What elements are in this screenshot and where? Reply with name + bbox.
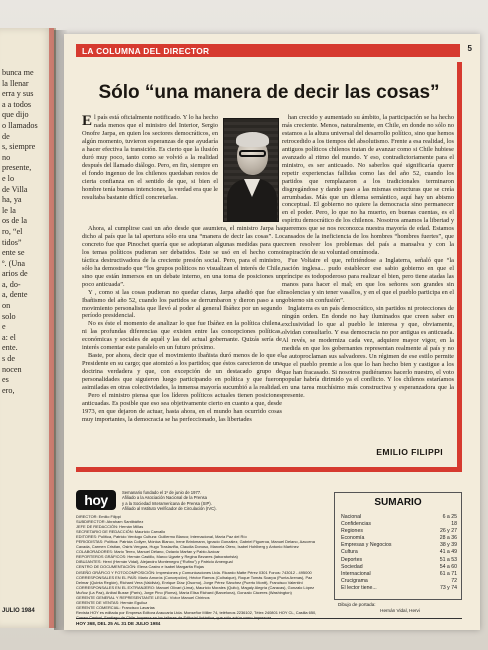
credit-line: GERENTE COMERCIAL: Francisco Lavarias bbox=[76, 604, 155, 610]
sumario-section: Nacional bbox=[341, 514, 362, 520]
sumario-row bbox=[341, 571, 457, 578]
credit-line: DIBUJANTES: Hervi (Hernán Vidal), Alejandro Montenegro (“Rufino”) y Patricio Amengual bbox=[76, 559, 233, 565]
credit-line: DIRECTOR: Emilio Filippi bbox=[76, 514, 121, 519]
sumario-section: Confidencias bbox=[341, 521, 371, 528]
sumario-pages: 72 bbox=[451, 577, 457, 584]
sumario-row bbox=[341, 549, 457, 556]
founding-line: Afiliado al Instituto Verificador de Circulación (IVC). bbox=[122, 505, 217, 511]
magazine-page bbox=[64, 34, 480, 630]
article-paragraph-text: Ahora, al cumplirse casi un año desde que asumiera, el ministro Jarpa ha dicho al país que la tal apertura sólo era una “manera de decir las cosas”. Lo concreto fue que Pinochet quería que se adoptaran algunas medidas para que los temas políticos pudieran ser debatidos. Este se usó en el hecho como táctica destructivadora de la creciente presión social. Pero, para el ministro, sólo ha demostrado que “los grupos políticos no visualizan el interés de Chile, sino que están inmersos en un debate interno, en una toma de posiciones un poco anticuada”. bbox=[82, 225, 282, 288]
article-paragraph-text: Inglaterra es un país democrático, sin partidos ni protecciones de ningún orden. En donde no hay iluminados que creen saber en exclusividad lo que al pueblo le interesa y que, obviamente, olvidan consultarlo. Y esa democracia no por antigua es anticuada. Al revés, se moderniza cada vez, adquiere mayor vigor, en la medida en que los gobernantes representan realmente al país y no se autoproclaman sus salvadores. Un régimen de ese estilo permite que el pueblo premie a los que lo han hecho bien y castigue a los que han fracasado. Si nosotros pudiéramos hacerlo nuestro, el voto popular habría dirimido ya el conflicto. Y los chilenos estaríamos en una tarea muchísimo más constructiva y esperanzadora que la presente. bbox=[282, 304, 454, 400]
sumario-pages: 6 a 25 bbox=[442, 514, 457, 520]
sumario-row bbox=[341, 585, 457, 592]
previous-page-line: presente, bbox=[2, 163, 32, 173]
previous-page-line: a a todos bbox=[2, 99, 32, 109]
sumario-pages: 54 a 60 bbox=[439, 563, 457, 570]
previous-page-line: de Villa bbox=[2, 184, 28, 194]
credit-line: SUBDIRECTOR: Abraham Santibáñez bbox=[76, 519, 144, 525]
founding-line: Semanario fundado el 1º de junio de 1977. bbox=[122, 490, 202, 495]
sumario-row bbox=[341, 535, 457, 542]
previous-page-footer: JULIO 1984 bbox=[2, 608, 35, 614]
founding-info bbox=[122, 490, 322, 511]
credit-line: GERENTE DE VENTAS: Hernán Eguiluz bbox=[76, 599, 148, 605]
previous-page-line: a, do- bbox=[2, 279, 21, 289]
article-paragraph-text: Pero el ministro piensa que los líderes políticos actuales tienen posiciones anticuadas. Es posible que eso sea objetivamente cierto en cuanto a que, desde 1973, en que dejaron de actuar, hasta ahora, en el mundo han ocurrido cosas muy importantes, la democracia se ha perfeccionado, las libertades bbox=[82, 392, 282, 423]
sumario-section: Internacional bbox=[341, 570, 371, 577]
credit-line: CORRESPONSALES EN EL EXTRANJERO: Manuel Olivari (Lima), Mauricio Morales (Quito), Magaly Alegría (Caracas), Gonzalo López Muñoz (La Paz), Anibal Busse (París), Jorge Pino (Roma), María Elisa Richard (Barcelona), Gonzalo Cáceres (Washington) bbox=[76, 584, 315, 595]
logo-text: hoy bbox=[84, 492, 108, 508]
article-paragraph-text: Y , como si las cosas pudieran no quedar claras, Jarpa añadió que fue el Ibañismo del año 52, cuando los partidos se derrumbaron y dieron paso a un movimiento personalista que llevó al poder al general Ibáñez por un segundo período presidencial. bbox=[82, 288, 282, 320]
sumario-section: El lector tiene... bbox=[341, 584, 377, 591]
founding-line: Afiliado a la Asociación Nacional de la Prensa bbox=[122, 495, 207, 501]
article-paragraph bbox=[82, 225, 282, 289]
portrait-hair bbox=[236, 132, 269, 147]
previous-page-text bbox=[0, 68, 54, 396]
sumario-section: Economía bbox=[341, 535, 365, 542]
section-header-bar bbox=[76, 44, 472, 57]
staff-credits bbox=[76, 514, 326, 620]
previous-page-line: nocen bbox=[2, 364, 22, 374]
sumario-section: Deportes bbox=[341, 556, 363, 563]
article-paragraph bbox=[82, 392, 282, 424]
sumario-row bbox=[341, 542, 457, 549]
previous-page-line: de bbox=[2, 131, 10, 141]
sumario-pages: 51 a 53 bbox=[439, 556, 457, 563]
footer-rule bbox=[76, 618, 462, 619]
article-paragraph bbox=[282, 114, 454, 257]
credit-line: REPORTEROS GRÁFICOS: Hernán Castillo, Marco Ugarte y Regina Bezares (laboratorista) bbox=[76, 554, 238, 560]
article-paragraph-text: Fue Voltaire el que, refiriéndose a Inglaterra, señaló que “la nación inglesa... pudo establecer ese sabio gobierno en que el príncipe es todopoderoso para realizar el bien, pero tiene atadas las manos para hacer el mal; en que los señores son grandes sin insolencias y sin tener vasallos, y en el que el pueblo participa en el gobierno sin confusión”. bbox=[282, 257, 454, 304]
sumario-pages: 18 bbox=[451, 521, 457, 528]
previous-page-line: ro, “el bbox=[2, 226, 23, 236]
sumario-section: Empresas y Negocios bbox=[341, 542, 392, 549]
credit-line: CENTRO DE DOCUMENTACIÓN: Elena Castro e Isabel Margarita Rojas bbox=[76, 564, 204, 570]
page-number: 5 bbox=[467, 44, 472, 53]
previous-page-line: ha, ya bbox=[2, 195, 22, 205]
drop-cap: E bbox=[82, 113, 93, 129]
sumario-title: SUMARIO bbox=[374, 497, 422, 508]
previous-page-line: º. (Una bbox=[2, 258, 25, 268]
sumario-row bbox=[341, 578, 457, 585]
cover-credit bbox=[338, 602, 462, 614]
previous-page-line: e bbox=[2, 322, 6, 332]
previous-page-line: tidos” bbox=[2, 237, 22, 247]
previous-page-line: ente. bbox=[2, 343, 18, 353]
cover-credit-name: Hernán Vidal, Hervi bbox=[380, 607, 420, 613]
previous-page-line: ero, bbox=[2, 385, 15, 395]
previous-page-line: e lo bbox=[2, 173, 15, 183]
sumario-row bbox=[341, 557, 457, 564]
credit-line: DISEÑO GRÁFICO Y FOTOCOMPOSICIÓN: Impresiones y Comunicaciones Ltda. Ricardo Matte Pérez 0301 Fonos: 743012 - 495000 bbox=[76, 569, 312, 575]
sumario-box bbox=[334, 492, 462, 600]
previous-page-line: s de bbox=[2, 354, 15, 364]
credit-line: GERENTE GENERAL Y REPRESENTANTE LEGAL: Víctor Manuel Chirinos bbox=[76, 594, 210, 600]
sumario-row bbox=[341, 521, 457, 528]
sumario-pages: 73 y 74 bbox=[439, 584, 457, 591]
sumario-section: Regiones bbox=[341, 528, 363, 535]
portrait-glasses bbox=[239, 150, 266, 157]
article-paragraph-text: No es éste el momento de analizar lo que fue Ibáñez en la política chilena, ni las profundas diferencias que existen entre las concepciones políticas, económicas y sociales de aquél y las del actual gobernante. Quizás sería de interés comentar este paralelo en un futuro próximo. bbox=[82, 320, 282, 352]
cover-credit-label: Dibujo de portada: bbox=[338, 602, 376, 607]
previous-page-line: erra y sus bbox=[2, 89, 34, 99]
article-paragraph-text: han crecido y aumentado su ámbito, la participación se ha hecho más creciente. Menos, naturalmente, en Chile, en donde no sólo no estamos a la altura universal del desarrollo político, sino que hemos retrocedido a los tiempos del absolutismo. Frente a esa realidad, los antiguos políticos chilenos tratan de avanzar como si Chile hubiese avanzado al ritmo del mundo. Y eso, contradictoriamente para el ministro, es ser anticuado. No saberlos qué significaría querer repetir experiencias fallidas como las del año 52, cuando los partidos que remplazaron a los tradicionales terminaron disgregándose y dando paso a las mismas estructuras que se creía arrumbadas. Más que un dilema semántico, aquí hay un abismo conceptual. El gobierno no quiere la democracia sino permanecer en el poder. Pero, lo que no ha muerto, en buenas cuentas, es el espíritu democrático de los chilenos. Nosotros amamos la libertad y queremos que se nos reconozca nuestra mayoría de edad. Estamos cansados de la ineficiencia de los hombres “hombres fuertes”, que creen resolver los problemas del país a mansalva y con la inspiración de su voluntad omnímoda. bbox=[282, 114, 454, 257]
previous-page-line: on bbox=[2, 301, 11, 311]
previous-page-line: ente se bbox=[2, 248, 25, 258]
credit-line: CORRESPONSALES EN EL PAÍS: Mario Amorós (Concepción), Héctor Ramos (Coihaique), Roque Tomás Scarpa (Punta Arenas), Paz Delmar (Quinta Región), Richard Vera (Valdivia), Enrique Díaz (Osorno), Jorge Pérez Sánchez (Puerto Montt), Francisco Valentini bbox=[76, 574, 313, 585]
masthead bbox=[76, 490, 326, 620]
sumario-pages: 26 y 27 bbox=[439, 528, 457, 535]
article-column-left-bottom bbox=[82, 225, 282, 424]
article-headline: Sólo “una manera de decir las cosas” bbox=[98, 82, 440, 103]
sumario-row bbox=[341, 514, 457, 521]
section-label: LA COLUMNA DEL DIRECTOR bbox=[82, 45, 210, 56]
article-paragraph bbox=[82, 352, 282, 392]
sumario-pages: 38 y 39 bbox=[439, 542, 457, 549]
article-column-left-top bbox=[82, 114, 218, 201]
author-signature: EMILIO FILIPPI bbox=[376, 447, 443, 457]
sumario-section: Cultura bbox=[341, 549, 358, 556]
previous-page-line: arios de bbox=[2, 269, 28, 279]
author-portrait bbox=[223, 118, 279, 222]
article-paragraph-text: Baste, por ahora, decir que el movimiento ibañista duró menos de lo que el Presidente en su cargo; que atomizó a los partidos; que éstos carecieron de una doctrina verdadera y que, con excepción de un destacado grupo de personalidades que siguieron luego participando en política y que fueron asimiladas en otras colectividades, la inmensa mayoría sucumbió a la realidad. bbox=[82, 352, 282, 392]
previous-page-line: os de la bbox=[2, 216, 28, 226]
previous-page-line: le la bbox=[2, 205, 16, 215]
sumario-pages: 28 a 36 bbox=[439, 535, 457, 542]
article-paragraph bbox=[82, 289, 282, 321]
previous-page-line: a: el bbox=[2, 332, 16, 342]
credit-line: SECRETARIO DE REDACCIÓN: Mauricio Carvallo bbox=[76, 529, 166, 535]
article-column-right bbox=[282, 114, 454, 400]
issue-line: HOY 368, DEL 25 AL 31 DE JULIO 1984 bbox=[76, 621, 161, 626]
previous-page-line: s, siempre bbox=[2, 142, 36, 152]
sumario-section: Sociedad bbox=[341, 563, 363, 570]
article-paragraph-text: l país está oficialmente notificado. Y lo ha hecho nada menos que el ministro del Interior, Sergio Onofre Jarpa, en quien los sectores democráticos, en algún momento, tuvieron esperanzas de que ayudaría a hacer efectiva la transición. Es cierto que la ilusión duró muy poco, tanto como se volvió a la realidad después del llamado diálogo. Pero, en fin, siempre en el fondo ingenuo de los chilenos quedaban restos de cierta confianza en el sentido de que, si bien el hombre tenía buenas intenciones, la verdad era que le resultaba bastante difícil concretarlas. bbox=[82, 114, 218, 201]
sumario-row bbox=[341, 528, 457, 535]
credit-line: Revista HOY es editada por Empresa Editora Araucaria Ltda. Monseñor Miller 74, teléfonos 2236102, Télex 240801 HOY CL, Casilla 650, bbox=[76, 609, 317, 615]
previous-page-line: bunca me bbox=[2, 68, 34, 77]
sumario-pages: 61 a 71 bbox=[439, 570, 457, 577]
credit-line: PERIODISTAS: Política: Patricia Collyer, Mónica Blanco, Irene Brinkmann, Ignacio González, Gabriel Figueroa, Manuel Delano, Azucena Cavada, Carmen Cristian, Osiris Vergara, Hugo Traslaviña, Claudia Donoso, Marcela Otero, Isabel Hohlberg y Antonio Martínez bbox=[76, 539, 315, 550]
article-paragraph bbox=[82, 114, 218, 201]
previous-page-line: a, dente bbox=[2, 290, 28, 300]
table-of-contents bbox=[334, 492, 462, 614]
previous-page-line: no bbox=[2, 152, 11, 162]
previous-page-line: solo bbox=[2, 311, 16, 321]
sumario-row bbox=[341, 564, 457, 571]
previous-page-line: es bbox=[2, 375, 9, 385]
editorial-article bbox=[76, 62, 462, 472]
sumario-pages: 41 a 49 bbox=[439, 549, 457, 556]
hoy-logo bbox=[76, 490, 116, 510]
credit-line: EDITORES: Política, Patricio Verdugo Cultura: Guillermo Blanco; Internacional, María Paz del Río bbox=[76, 534, 247, 540]
previous-page-line: la llenar bbox=[2, 78, 29, 88]
previous-page-edge bbox=[0, 28, 56, 628]
previous-page-line: o llamados bbox=[2, 120, 38, 130]
credit-line: COLABORADORES: Mario Tereo, Manuel Délano, Octavio Marfan y Pablo Azócar bbox=[76, 549, 220, 555]
previous-page-line: que dijo bbox=[2, 110, 29, 120]
sumario-list bbox=[341, 514, 457, 592]
article-paragraph bbox=[82, 320, 282, 352]
sumario-section: Crucigrama bbox=[341, 577, 368, 584]
credit-line: JEFE DE REDACCIÓN: Hernán Millas bbox=[76, 524, 144, 530]
founding-line: y a la Sociedad Interamericana de Prensa (SIP). bbox=[122, 500, 212, 506]
article-paragraph bbox=[282, 257, 454, 305]
article-paragraph bbox=[282, 305, 454, 400]
